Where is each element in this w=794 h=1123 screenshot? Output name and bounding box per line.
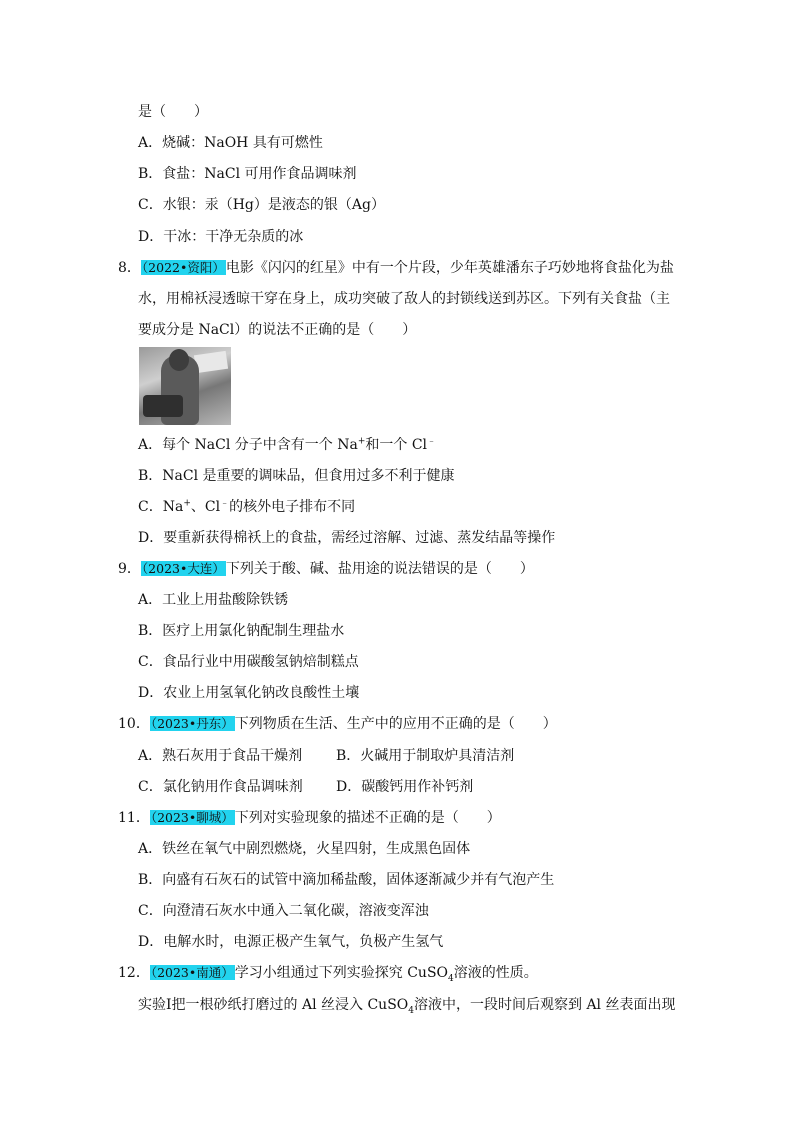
q9-option-d: D．农业上用氢氧化钠改良酸性土壤	[138, 685, 360, 701]
q8-option-d: D．要重新获得棉袄上的食盐，需经过溶解、过滤、蒸发结晶等操作	[138, 530, 556, 546]
q11-number: 11．	[118, 810, 150, 826]
q9-stem: 9．（2023•大连）下列关于酸、碱、盐用途的说法错误的是（ ）	[118, 561, 534, 577]
q11-source-tag: （2023•聊城）	[150, 810, 234, 825]
q11-option-d: D．电解水时，电源正极产生氧气，负极产生氢气	[138, 934, 444, 950]
q8-stem-line1: 电影《闪闪的红星》中有一个片段，少年英雄潘东子巧妙地将食盐化为盐	[225, 260, 674, 276]
q7-option-d: D．干冰：干净无杂质的冰	[138, 229, 304, 245]
film-still-basket	[143, 395, 183, 417]
q8-number: 8．	[118, 260, 141, 276]
q7-option-c: C．水银：汞（Hg）是液态的银（Ag）	[138, 197, 385, 213]
q12-experiment-line: 实验Ⅰ把一根砂纸打磨过的 Al 丝浸入 CuSO$_4$溶液中，一段时间后观察到 Al 丝表面出现	[138, 997, 676, 1016]
q9-option-a: A．工业上用盐酸除铁锈	[138, 592, 289, 608]
q8-source-tag: （2022•资阳）	[141, 260, 225, 275]
q8-option-b: B．NaCl 是重要的调味品，但食用过多不利于健康	[138, 468, 455, 484]
q9-number: 9．	[118, 561, 141, 577]
q9-option-b: B．医疗上用氯化钠配制生理盐水	[138, 623, 345, 639]
q8-stem-line3: 要成分是 NaCl）的说法不正确的是（ ）	[138, 322, 417, 338]
q7-stem-tail: 是（ ）	[138, 104, 208, 120]
q12-number: 12．	[118, 965, 150, 981]
q8-option-a: A．每个 NaCl 分子中含有一个 Na+和一个 Cl﹣	[138, 436, 437, 453]
q9-option-c: C．食品行业中用碳酸氢钠焙制糕点	[138, 654, 359, 670]
film-still-head	[169, 349, 189, 371]
film-still-sign	[194, 351, 228, 373]
q10-option-c: C．氯化钠用作食品调味剂	[138, 779, 303, 795]
q10-option-a: A．熟石灰用于食品干燥剂	[138, 748, 303, 764]
q12-stem: 12．（2023•南通）学习小组通过下列实验探究 CuSO$_4$溶液的性质。	[118, 965, 538, 984]
q10-source-tag: （2023•丹东）	[150, 716, 234, 731]
q7-option-b: B．食盐：NaCl 可用作食品调味剂	[138, 166, 357, 182]
q7-option-a: A．烧碱：NaOH 具有可燃性	[138, 135, 323, 151]
q10-stem: 10．（2023•丹东）下列物质在生活、生产中的应用不正确的是（ ）	[118, 716, 557, 732]
q10-number: 10．	[118, 716, 150, 732]
film-still-image	[139, 347, 231, 425]
q11-option-b: B．向盛有石灰石的试管中滴加稀盐酸，固体逐渐减少并有气泡产生	[138, 872, 555, 888]
q10-option-d: D．碳酸钙用作补钙剂	[336, 779, 474, 795]
q11-stem: 11．（2023•聊城）下列对实验现象的描述不正确的是（ ）	[118, 810, 501, 826]
q12-source-tag: （2023•南通）	[150, 965, 234, 980]
q9-source-tag: （2023•大连）	[141, 561, 225, 576]
q8-stem-line2: 水，用棉袄浸透晾干穿在身上，成功突破了敌人的封锁线送到苏区。下列有关食盐（主	[138, 291, 670, 307]
q8-first-line	[118, 258, 674, 278]
q11-option-c: C．向澄清石灰水中通入二氧化碳，溶液变浑浊	[138, 903, 429, 919]
q10-option-b: B．火碱用于制取炉具清洁剂	[336, 748, 515, 764]
q11-option-a: A．铁丝在氧气中剧烈燃烧，火星四射，生成黑色固体	[138, 841, 471, 857]
q8-option-c: C．Na+、Cl﹣的核外电子排布不同	[138, 498, 356, 515]
